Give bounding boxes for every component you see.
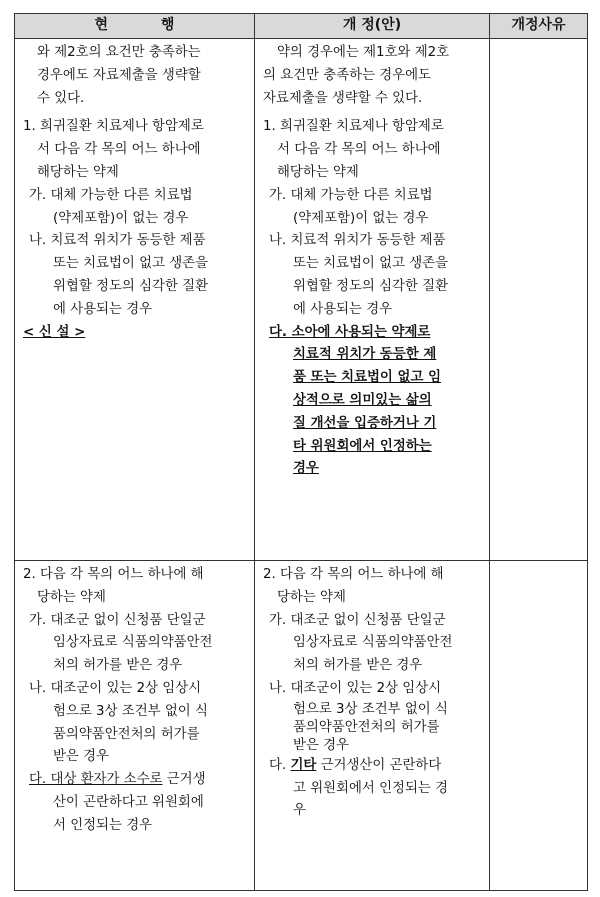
text-line: 품의약품안전처의 허가를 bbox=[293, 719, 440, 735]
text-line: 또는 치료법이 없고 생존을 bbox=[293, 256, 449, 272]
text-line: 해당하는 약제 bbox=[277, 164, 359, 180]
new-item-text: 상적으로 의미있는 삶의 bbox=[293, 392, 432, 408]
current-cell bbox=[15, 39, 255, 561]
table-row bbox=[15, 561, 588, 891]
table-row bbox=[15, 39, 588, 561]
text-line: 품의약품안전처의 허가를 bbox=[53, 726, 200, 742]
text-line: 나. 대조군이 있는 2상 임상시 bbox=[269, 680, 442, 696]
text-line: 약의 경우에는 제1호와 제2호 bbox=[277, 45, 450, 60]
text-line: 당하는 약제 bbox=[277, 589, 346, 605]
text-line: 당하는 약제 bbox=[37, 589, 106, 605]
new-provision-marker: < 신 설 > bbox=[23, 324, 86, 340]
text-line: 나. 대조군이 있는 2상 임상시 bbox=[29, 680, 202, 696]
text-line: 자료제출을 생략할 수 있다. bbox=[263, 90, 423, 106]
new-item-text: 치료적 위치가 동등한 제 bbox=[293, 347, 437, 363]
header-amended: 개 정(안) bbox=[255, 14, 490, 39]
text-line: 가. 대조군 없이 신청품 단일군 bbox=[269, 612, 446, 628]
text-line: 우 bbox=[293, 803, 306, 819]
text-line: 와 제2호의 요건만 충족하는 bbox=[37, 45, 201, 60]
text-line: 위협할 정도의 심각한 질환 bbox=[53, 278, 209, 294]
text-line: 서 다음 각 목의 어느 하나에 bbox=[277, 142, 441, 158]
reason-cell bbox=[490, 39, 588, 561]
text-line: 해당하는 약제 bbox=[37, 164, 119, 180]
new-item-text: 품 또는 치료법이 없고 임 bbox=[293, 370, 442, 386]
new-item-text: 타 위원회에서 인정하는 bbox=[293, 438, 432, 454]
text-line: 험으로 3상 조건부 없이 식 bbox=[293, 701, 448, 717]
text-line: 서 다음 각 목의 어느 하나에 bbox=[37, 142, 201, 158]
text-line: 받은 경우 bbox=[293, 737, 349, 753]
text-fragment: 근거생 bbox=[166, 772, 206, 788]
text-line: 수 있다. bbox=[37, 90, 85, 106]
text-line: 에 사용되는 경우 bbox=[293, 301, 393, 317]
new-item-text: 경우 bbox=[293, 461, 319, 477]
text-line: 1. 희귀질환 치료제나 항암제로 bbox=[23, 119, 204, 135]
text-line: 가. 대조군 없이 신청품 단일군 bbox=[29, 612, 206, 628]
header-reason: 개정사유 bbox=[490, 14, 588, 39]
comparison-table bbox=[14, 13, 588, 891]
reason-cell bbox=[490, 561, 588, 891]
new-item-text: 다. 소아에 사용되는 약제로 bbox=[269, 324, 431, 340]
text-line bbox=[23, 769, 246, 792]
text-line: 처의 허가를 받은 경우 bbox=[53, 658, 183, 674]
text-line: 2. 다음 각 목의 어느 하나에 해 bbox=[23, 567, 204, 582]
text-line bbox=[263, 755, 481, 778]
text-line: 2. 다음 각 목의 어느 하나에 해 bbox=[263, 567, 444, 582]
amended-term: 기타 bbox=[290, 757, 317, 773]
text-line: 서 인정되는 경우 bbox=[53, 817, 153, 833]
text-line: 1. 희귀질환 치료제나 항암제로 bbox=[263, 119, 444, 135]
text-line: 경우에도 자료제출을 생략할 bbox=[37, 67, 201, 83]
text-line: 산이 곤란하다고 위원회에 bbox=[53, 794, 204, 810]
text-line: 고 위원회에서 인정되는 경 bbox=[293, 780, 449, 796]
text-fragment: 다. bbox=[269, 757, 287, 773]
new-item-text: 질 개선을 입증하거나 기 bbox=[293, 415, 437, 431]
amended-cell bbox=[255, 561, 490, 891]
underlined-phrase: 다. 대상 환자가 소수로 bbox=[29, 772, 163, 788]
text-line: 에 사용되는 경우 bbox=[53, 301, 153, 317]
text-line: 받은 경우 bbox=[53, 749, 109, 765]
text-line: 의 요건만 충족하는 경우에도 bbox=[263, 67, 431, 83]
current-cell bbox=[15, 561, 255, 891]
text-fragment: 근거생산이 곤란하다 bbox=[320, 757, 442, 773]
text-line: 위협할 정도의 심각한 질환 bbox=[293, 278, 449, 294]
text-line: (약제포함)이 없는 경우 bbox=[53, 210, 189, 226]
header-current: 현 행 bbox=[15, 14, 255, 39]
text-line: 가. 대체 가능한 다른 치료법 bbox=[29, 187, 193, 203]
text-line: 처의 허가를 받은 경우 bbox=[293, 658, 423, 674]
amended-cell bbox=[255, 39, 490, 561]
text-line: 나. 치료적 위치가 동등한 제품 bbox=[29, 233, 206, 249]
text-line: 험으로 3상 조건부 없이 식 bbox=[53, 703, 208, 719]
text-line: 가. 대체 가능한 다른 치료법 bbox=[269, 187, 433, 203]
text-line: 임상자료로 식품의약품안전 bbox=[53, 635, 213, 651]
header-row bbox=[15, 14, 588, 39]
text-line: (약제포함)이 없는 경우 bbox=[293, 210, 429, 226]
text-line: 임상자료로 식품의약품안전 bbox=[293, 635, 453, 651]
text-line: 또는 치료법이 없고 생존을 bbox=[53, 256, 209, 272]
text-line: 나. 치료적 위치가 동등한 제품 bbox=[269, 233, 446, 249]
